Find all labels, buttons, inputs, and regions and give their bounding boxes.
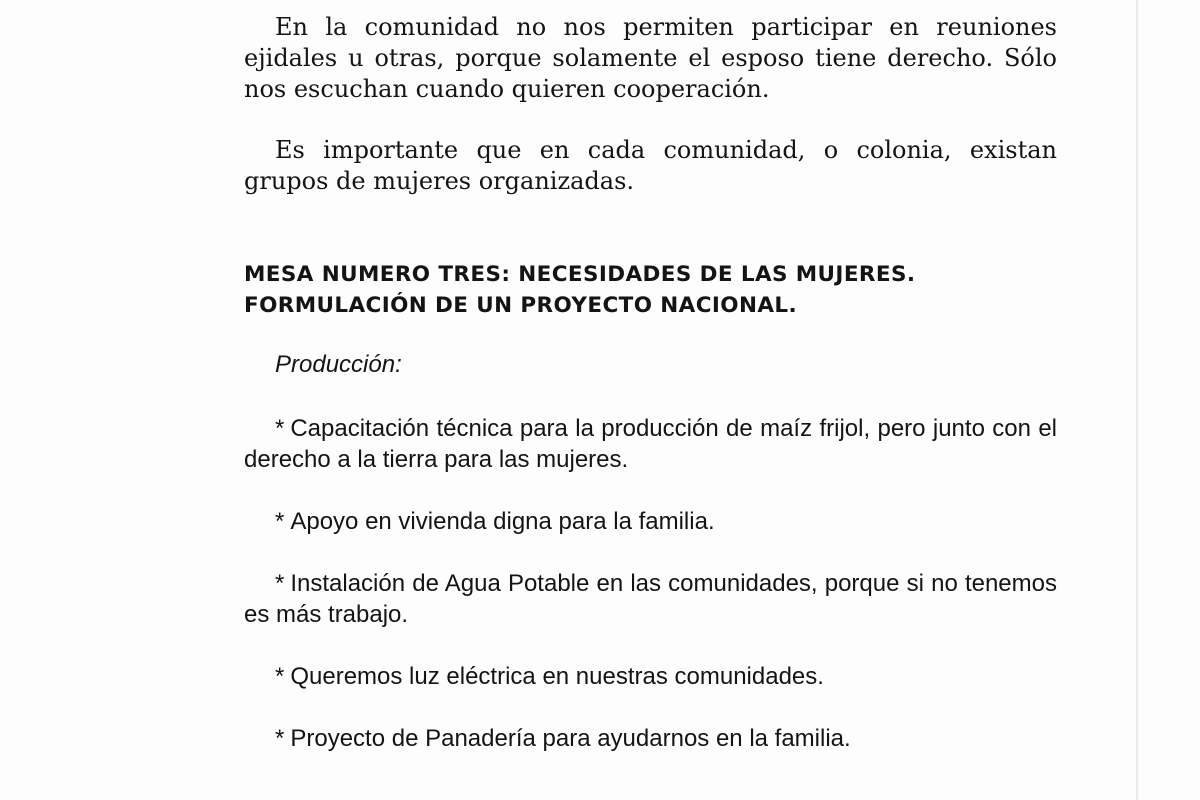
page-content	[244, 12, 1057, 785]
page-gutter-line	[1136, 0, 1138, 800]
list-item-text: Apoyo en vivienda digna para la familia.	[290, 508, 715, 535]
needs-list	[244, 413, 1057, 754]
bullet-mark: *	[275, 415, 285, 442]
list-item-text: Queremos luz eléctrica en nuestras comunidades.	[290, 663, 824, 690]
list-item-text: Capacitación técnica para la producción de maíz frijol, pero junto con el derecho a la tierra para las mujeres.	[244, 415, 1057, 473]
list-item	[244, 506, 1057, 537]
list-item-text: Instalación de Agua Potable en las comunidades, porque si no tenemos es más trabajo.	[244, 570, 1057, 628]
list-item	[244, 661, 1057, 692]
bullet-mark: *	[275, 725, 285, 752]
list-item	[244, 723, 1057, 754]
section-heading: MESA NUMERO TRES: NECESIDADES DE LAS MUJERES. FORMULACIÓN DE UN PROYECTO NACIONAL.	[244, 262, 916, 318]
paragraph-organized-groups: Es importante que en cada comunidad, o colonia, existan grupos de mujeres organizadas.	[244, 136, 1057, 195]
subsection-label: Producción:	[275, 351, 402, 378]
paragraph-participation: En la comunidad no nos permiten participar en reuniones ejidales u otras, porque solamente el esposo tiene derecho. Sólo nos escuchan cuando quieren cooperación.	[244, 13, 1057, 103]
list-item-text: Proyecto de Panadería para ayudarnos en la familia.	[290, 725, 851, 752]
bullet-mark: *	[275, 663, 285, 690]
bullet-mark: *	[275, 570, 285, 597]
bullet-mark: *	[275, 508, 285, 535]
list-item	[244, 568, 1057, 630]
list-item	[244, 413, 1057, 475]
